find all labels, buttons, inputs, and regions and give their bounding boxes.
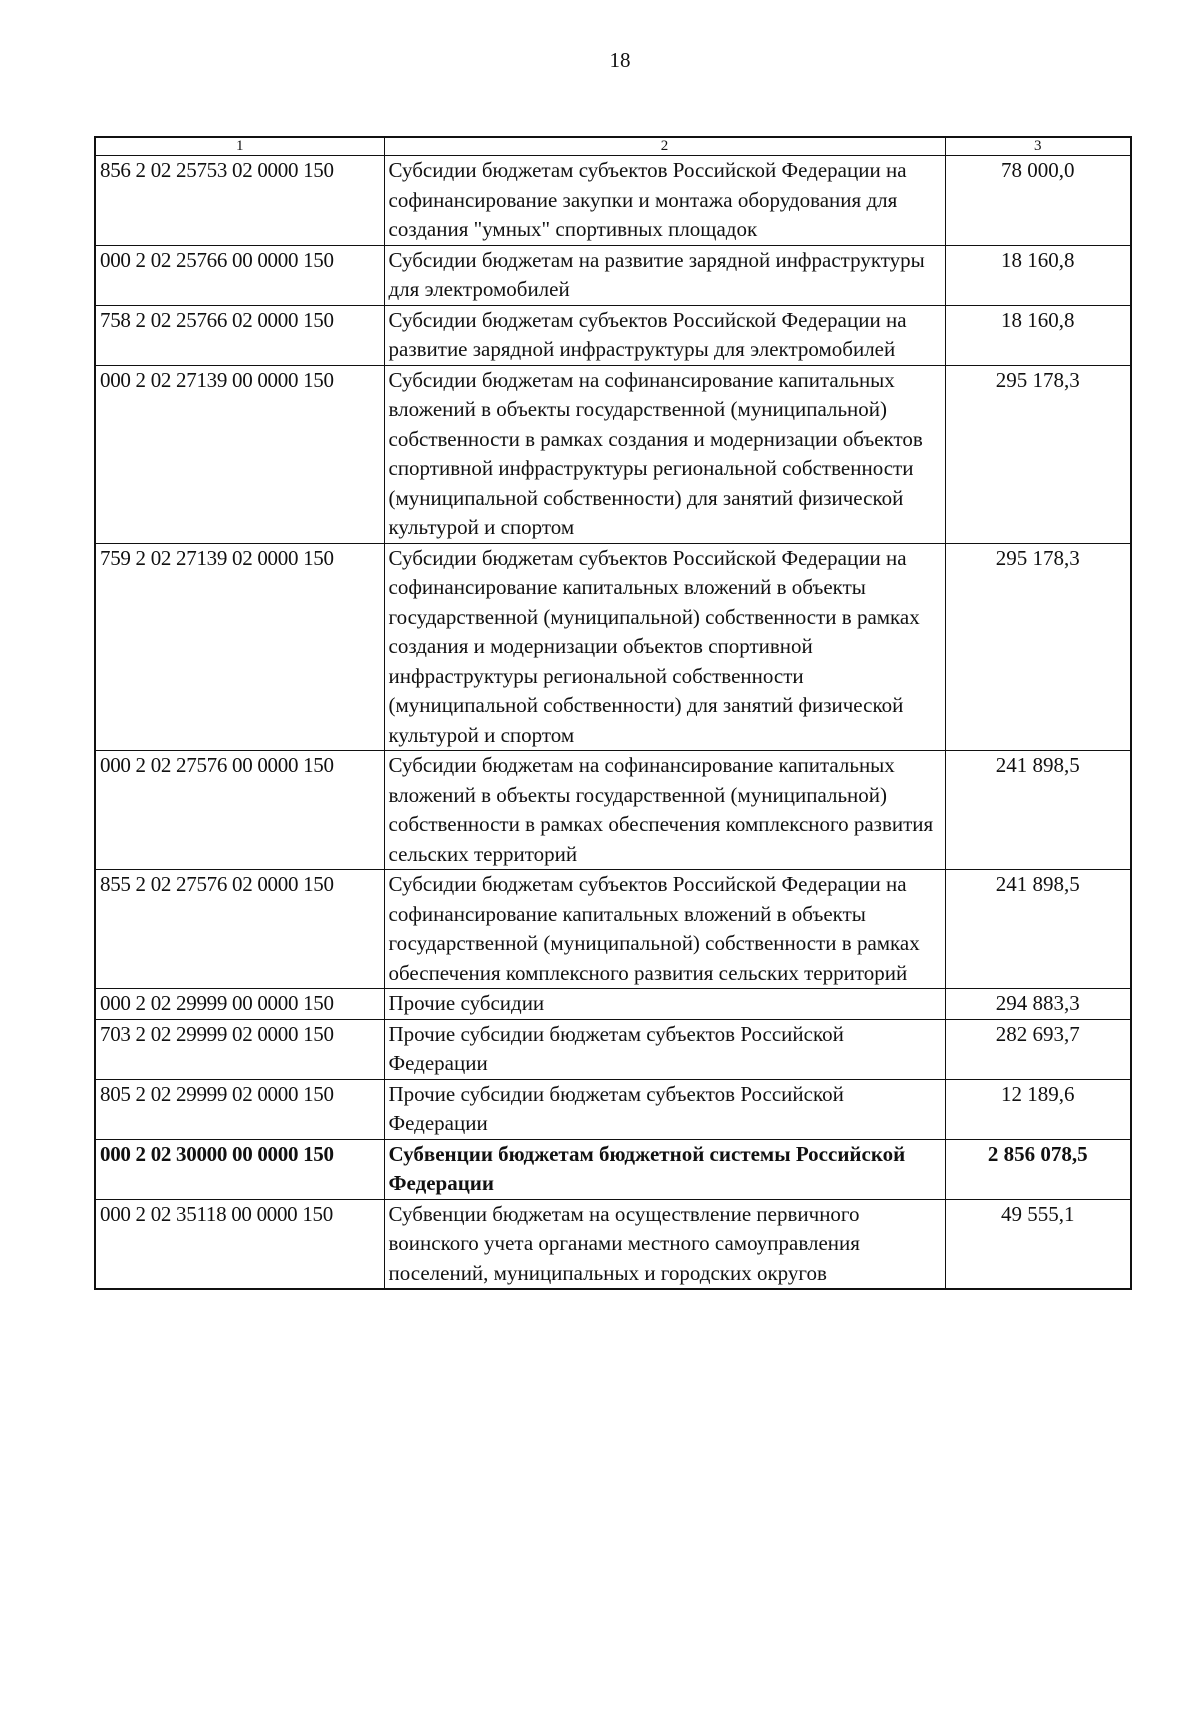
row-code: 000 2 02 27576 00 0000 150 [95, 751, 384, 870]
table-row [95, 870, 1131, 989]
table-row [95, 1199, 1131, 1289]
row-amount: 18 160,8 [945, 305, 1131, 365]
row-amount: 12 189,6 [945, 1079, 1131, 1139]
row-code: 856 2 02 25753 02 0000 150 [95, 156, 384, 246]
row-name: Субвенции бюджетам бюджетной системы Российской Федерации [384, 1139, 945, 1199]
row-code: 000 2 02 25766 00 0000 150 [95, 245, 384, 305]
row-code: 759 2 02 27139 02 0000 150 [95, 543, 384, 751]
row-name: Субсидии бюджетам на софинансирование капитальных вложений в объекты государственной (муниципальной) собственности в рамках создания и модернизации объектов спортивной инфраструктуры региональной собственности (муниципальной собственности) для занятий физической культурой и спортом [384, 365, 945, 543]
row-amount: 78 000,0 [945, 156, 1131, 246]
budget-revenue-table [94, 136, 1132, 1290]
table-row [95, 1079, 1131, 1139]
column-header-code: 1 [95, 137, 384, 156]
row-amount: 295 178,3 [945, 543, 1131, 751]
column-header-name: 2 [384, 137, 945, 156]
table-row [95, 751, 1131, 870]
row-name: Субсидии бюджетам на софинансирование капитальных вложений в объекты государственной (муниципальной) собственности в рамках обеспечения комплексного развития сельских территорий [384, 751, 945, 870]
row-code: 758 2 02 25766 02 0000 150 [95, 305, 384, 365]
row-name: Прочие субсидии бюджетам субъектов Российской Федерации [384, 1079, 945, 1139]
row-code: 000 2 02 35118 00 0000 150 [95, 1199, 384, 1289]
row-amount: 241 898,5 [945, 870, 1131, 989]
row-code: 805 2 02 29999 02 0000 150 [95, 1079, 384, 1139]
row-name: Прочие субсидии бюджетам субъектов Российской Федерации [384, 1019, 945, 1079]
row-name: Субсидии бюджетам субъектов Российской Федерации на развитие зарядной инфраструктуры для электромобилей [384, 305, 945, 365]
row-amount: 241 898,5 [945, 751, 1131, 870]
row-amount: 49 555,1 [945, 1199, 1131, 1289]
row-name: Субсидии бюджетам субъектов Российской Федерации на софинансирование капитальных вложений в объекты государственной (муниципальной) собственности в рамках обеспечения комплексного развития сельских территорий [384, 870, 945, 989]
row-amount: 2 856 078,5 [945, 1139, 1131, 1199]
table-row [95, 245, 1131, 305]
row-amount: 295 178,3 [945, 365, 1131, 543]
table-row [95, 1019, 1131, 1079]
table-row [95, 543, 1131, 751]
row-amount: 18 160,8 [945, 245, 1131, 305]
row-code: 000 2 02 29999 00 0000 150 [95, 989, 384, 1020]
row-name: Субсидии бюджетам субъектов Российской Федерации на софинансирование капитальных вложений в объекты государственной (муниципальной) собственности в рамках создания и модернизации объектов спортивной инфраструктуры региональной собственности (муниципальной собственности) для занятий физической культурой и спортом [384, 543, 945, 751]
table-row [95, 156, 1131, 246]
row-name: Субсидии бюджетам на развитие зарядной инфраструктуры для электромобилей [384, 245, 945, 305]
row-name: Субвенции бюджетам на осуществление первичного воинского учета органами местного самоуправления поселений, муниципальных и городских округов [384, 1199, 945, 1289]
table-row-total [95, 1139, 1131, 1199]
row-code: 703 2 02 29999 02 0000 150 [95, 1019, 384, 1079]
row-name: Субсидии бюджетам субъектов Российской Федерации на софинансирование закупки и монтажа оборудования для создания "умных" спортивных площадок [384, 156, 945, 246]
row-name: Прочие субсидии [384, 989, 945, 1020]
table-row [95, 989, 1131, 1020]
row-amount: 282 693,7 [945, 1019, 1131, 1079]
row-code: 000 2 02 27139 00 0000 150 [95, 365, 384, 543]
row-code: 000 2 02 30000 00 0000 150 [95, 1139, 384, 1199]
column-header-amount: 3 [945, 137, 1131, 156]
table-row [95, 305, 1131, 365]
page-number: 18 [609, 48, 631, 72]
table-header-row [95, 137, 1131, 156]
row-code: 855 2 02 27576 02 0000 150 [95, 870, 384, 989]
row-amount: 294 883,3 [945, 989, 1131, 1020]
table-row [95, 365, 1131, 543]
